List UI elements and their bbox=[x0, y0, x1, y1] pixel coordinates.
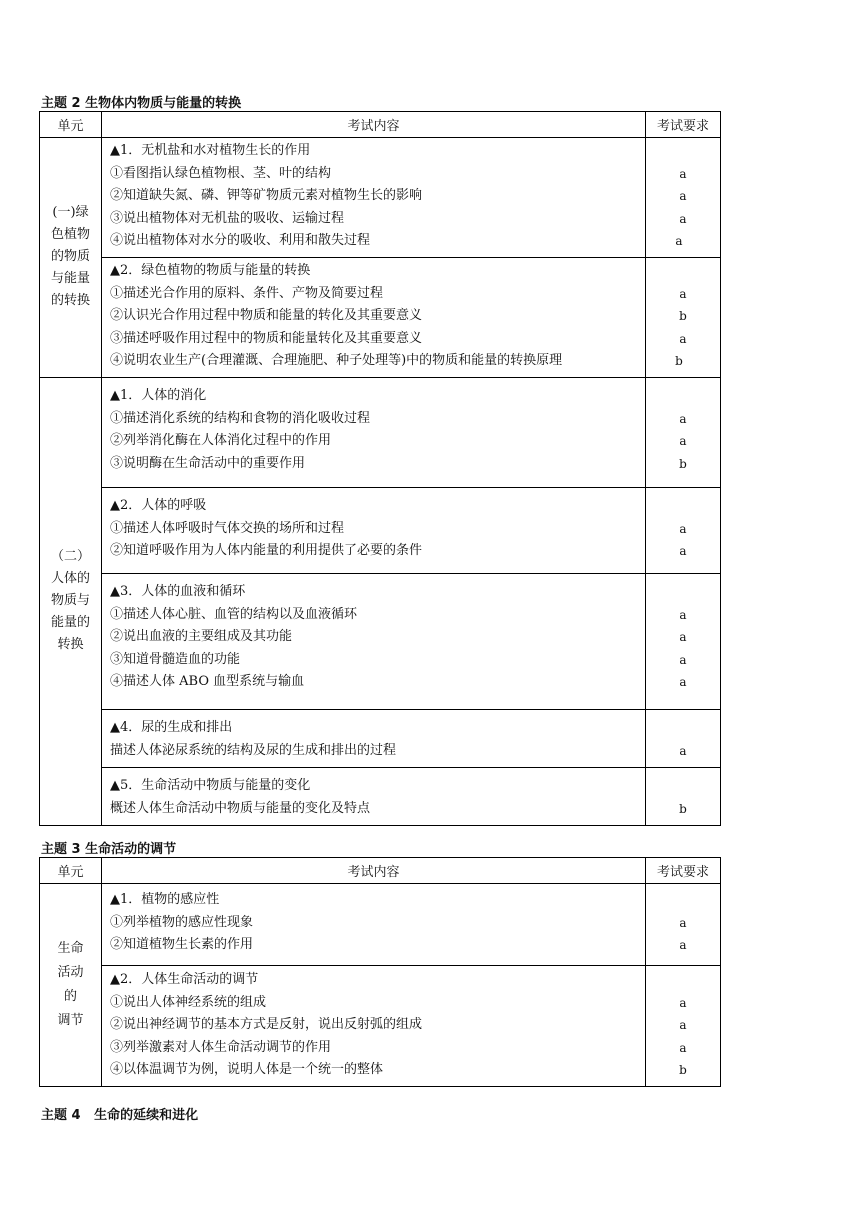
requirement-cell bbox=[646, 709, 721, 767]
requirement-level: a bbox=[679, 411, 687, 426]
item-text: 概述人体生命活动中物质与能量的变化及特点 bbox=[110, 800, 371, 816]
item-text: ①描述人体呼吸时气体交换的场所和过程 bbox=[110, 520, 345, 536]
item-text: ②说出神经调节的基本方式是反射，说出反射弧的组成 bbox=[110, 1017, 423, 1033]
unit-name-line: 生命 bbox=[57, 940, 84, 956]
section-title: ▲5．生命活动中物质与能量的变化 bbox=[110, 777, 311, 793]
unit-cell-regulation bbox=[40, 884, 102, 1087]
item-text: ②知道呼吸作用为人体内能量的利用提供了必要的条件 bbox=[110, 543, 423, 559]
requirement-level: a bbox=[679, 521, 687, 536]
header-unit: 单元 bbox=[40, 112, 102, 138]
item-text: ③说出植物体对无机盐的吸收、运输过程 bbox=[110, 210, 345, 226]
table-header-row bbox=[40, 112, 721, 138]
requirement-cell bbox=[646, 257, 721, 377]
requirement-level: b bbox=[679, 456, 687, 471]
section-content bbox=[102, 767, 646, 825]
requirement-level: a bbox=[679, 1018, 687, 1033]
table-row bbox=[40, 573, 721, 709]
topic2-table bbox=[39, 111, 721, 826]
item-text: 描述人体泌尿系统的结构及尿的生成和排出的过程 bbox=[110, 742, 397, 758]
item-text: ②认识光合作用过程中物质和能量的转化及其重要意义 bbox=[110, 308, 423, 324]
item-text: ④说出植物体对水分的吸收、利用和散失过程 bbox=[110, 233, 371, 249]
unit-name-line: 的 bbox=[63, 988, 77, 1004]
unit-name-line: 人体的 bbox=[50, 571, 90, 587]
topic3-title: 主题 3 生命活动的调节 bbox=[41, 842, 177, 857]
unit-name-line: 活动 bbox=[57, 964, 84, 980]
table-row bbox=[40, 884, 721, 966]
table-row bbox=[40, 487, 721, 573]
table-row bbox=[40, 257, 721, 377]
unit-name-line: 的转换 bbox=[50, 293, 90, 309]
topic2-title: 主题 2 生物体内物质与能量的转换 bbox=[41, 96, 242, 111]
requirement-level: a bbox=[679, 675, 687, 690]
requirement-level: a bbox=[679, 434, 687, 449]
section-title: ▲3．人体的血液和循环 bbox=[110, 583, 246, 599]
requirement-level: a bbox=[679, 915, 687, 930]
section-content bbox=[102, 487, 646, 573]
section-title: ▲1．人体的消化 bbox=[110, 387, 207, 403]
requirement-cell bbox=[646, 377, 721, 487]
unit-cell-plants bbox=[40, 138, 102, 378]
requirement-cell bbox=[646, 884, 721, 966]
section-title: ▲2．人体生命活动的调节 bbox=[110, 972, 259, 987]
unit-name-line: 的物质 bbox=[50, 249, 90, 265]
item-text: ④描述人体 ABO 血型系统与输血 bbox=[110, 674, 305, 690]
section-content bbox=[102, 709, 646, 767]
section-title: ▲4．尿的生成和排出 bbox=[110, 719, 233, 735]
requirement-cell bbox=[646, 138, 721, 258]
requirement-level: a bbox=[679, 189, 687, 204]
requirement-cell bbox=[646, 966, 721, 1087]
header-requirement: 考试要求 bbox=[646, 858, 721, 884]
unit-name-line: 转换 bbox=[57, 637, 84, 653]
topic4-title: 主题 4 生命的延续和进化 bbox=[41, 1108, 199, 1123]
requirement-level: a bbox=[679, 607, 687, 622]
section-content bbox=[102, 377, 646, 487]
section-content bbox=[102, 884, 646, 966]
section-content bbox=[102, 257, 646, 377]
unit-name-line: 与能量 bbox=[50, 271, 90, 287]
requirement-cell bbox=[646, 573, 721, 709]
unit-name-line: 色植物 bbox=[50, 227, 90, 243]
table-row bbox=[40, 709, 721, 767]
item-text: ②知道缺失氮、磷、钾等矿物质元素对植物生长的影响 bbox=[110, 188, 423, 204]
topic3-table bbox=[39, 857, 721, 1087]
section-title: ▲2．人体的呼吸 bbox=[110, 497, 207, 513]
requirement-level: a bbox=[679, 652, 687, 667]
requirement-cell bbox=[646, 767, 721, 825]
requirement-level: a bbox=[679, 166, 687, 181]
requirement-level: b bbox=[679, 309, 687, 324]
table-row bbox=[40, 138, 721, 258]
item-text: ③说明酶在生命活动中的重要作用 bbox=[110, 455, 306, 471]
item-text: ①说出人体神经系统的组成 bbox=[110, 994, 267, 1010]
table-row bbox=[40, 767, 721, 825]
requirement-level: a bbox=[679, 211, 687, 226]
unit-name-line: 调节 bbox=[57, 1012, 84, 1028]
requirement-level: a bbox=[679, 743, 687, 758]
requirement-level: a bbox=[679, 544, 687, 559]
section-title: ▲1．无机盐和水对植物生长的作用 bbox=[110, 143, 311, 158]
item-text: ③列举激素对人体生命活动调节的作用 bbox=[110, 1039, 332, 1055]
requirement-level: b bbox=[679, 1063, 687, 1078]
requirement-level: a bbox=[679, 995, 687, 1010]
item-text: ①列举植物的感应性现象 bbox=[110, 914, 254, 930]
requirement-level: a bbox=[679, 331, 687, 346]
unit-name-line: (一)绿 bbox=[52, 205, 89, 221]
item-text: ②说出血液的主要组成及其功能 bbox=[110, 629, 293, 645]
requirement-level: a bbox=[679, 938, 687, 953]
requirement-level: a bbox=[679, 286, 687, 301]
unit-cell-human bbox=[40, 377, 102, 825]
table-row bbox=[40, 966, 721, 1087]
header-content: 考试内容 bbox=[102, 858, 646, 884]
unit-name-line: 物质与 bbox=[50, 593, 90, 609]
item-text: ②知道植物生长素的作用 bbox=[110, 937, 254, 953]
section-title: ▲1．植物的感应性 bbox=[110, 892, 220, 907]
item-text: ①描述光合作用的原料、条件、产物及简要过程 bbox=[110, 285, 384, 301]
requirement-level: b bbox=[679, 801, 687, 816]
requirement-level: a bbox=[679, 1040, 687, 1055]
section-content bbox=[102, 966, 646, 1087]
header-requirement: 考试要求 bbox=[646, 112, 721, 138]
item-text: ①看图指认绿色植物根、茎、叶的结构 bbox=[110, 165, 332, 181]
requirement-level: a bbox=[679, 630, 687, 645]
requirement-level: b bbox=[675, 354, 683, 369]
requirement-cell bbox=[646, 487, 721, 573]
item-text: ③描述呼吸作用过程中的物质和能量转化及其重要意义 bbox=[110, 330, 423, 346]
section-content bbox=[102, 573, 646, 709]
item-text: ①描述消化系统的结构和食物的消化吸收过程 bbox=[110, 410, 371, 426]
requirement-level: a bbox=[675, 234, 683, 249]
header-unit: 单元 bbox=[40, 858, 102, 884]
section-title: ▲2．绿色植物的物质与能量的转换 bbox=[110, 262, 311, 278]
item-text: ②列举消化酶在人体消化过程中的作用 bbox=[110, 433, 332, 449]
table-header-row bbox=[40, 858, 721, 884]
item-text: ③知道骨髓造血的功能 bbox=[110, 651, 241, 667]
section-content bbox=[102, 138, 646, 258]
item-text: ④说明农业生产(合理灌溉、合理施肥、种子处理等)中的物质和能量的转换原理 bbox=[110, 353, 563, 369]
table-row bbox=[40, 377, 721, 487]
item-text: ④以体温调节为例，说明人体是一个统一的整体 bbox=[110, 1062, 384, 1078]
unit-name-line: 能量的 bbox=[50, 615, 90, 631]
unit-name-line: （二） bbox=[50, 549, 90, 565]
header-content: 考试内容 bbox=[102, 112, 646, 138]
item-text: ①描述人体心脏、血管的结构以及血液循环 bbox=[110, 606, 358, 622]
